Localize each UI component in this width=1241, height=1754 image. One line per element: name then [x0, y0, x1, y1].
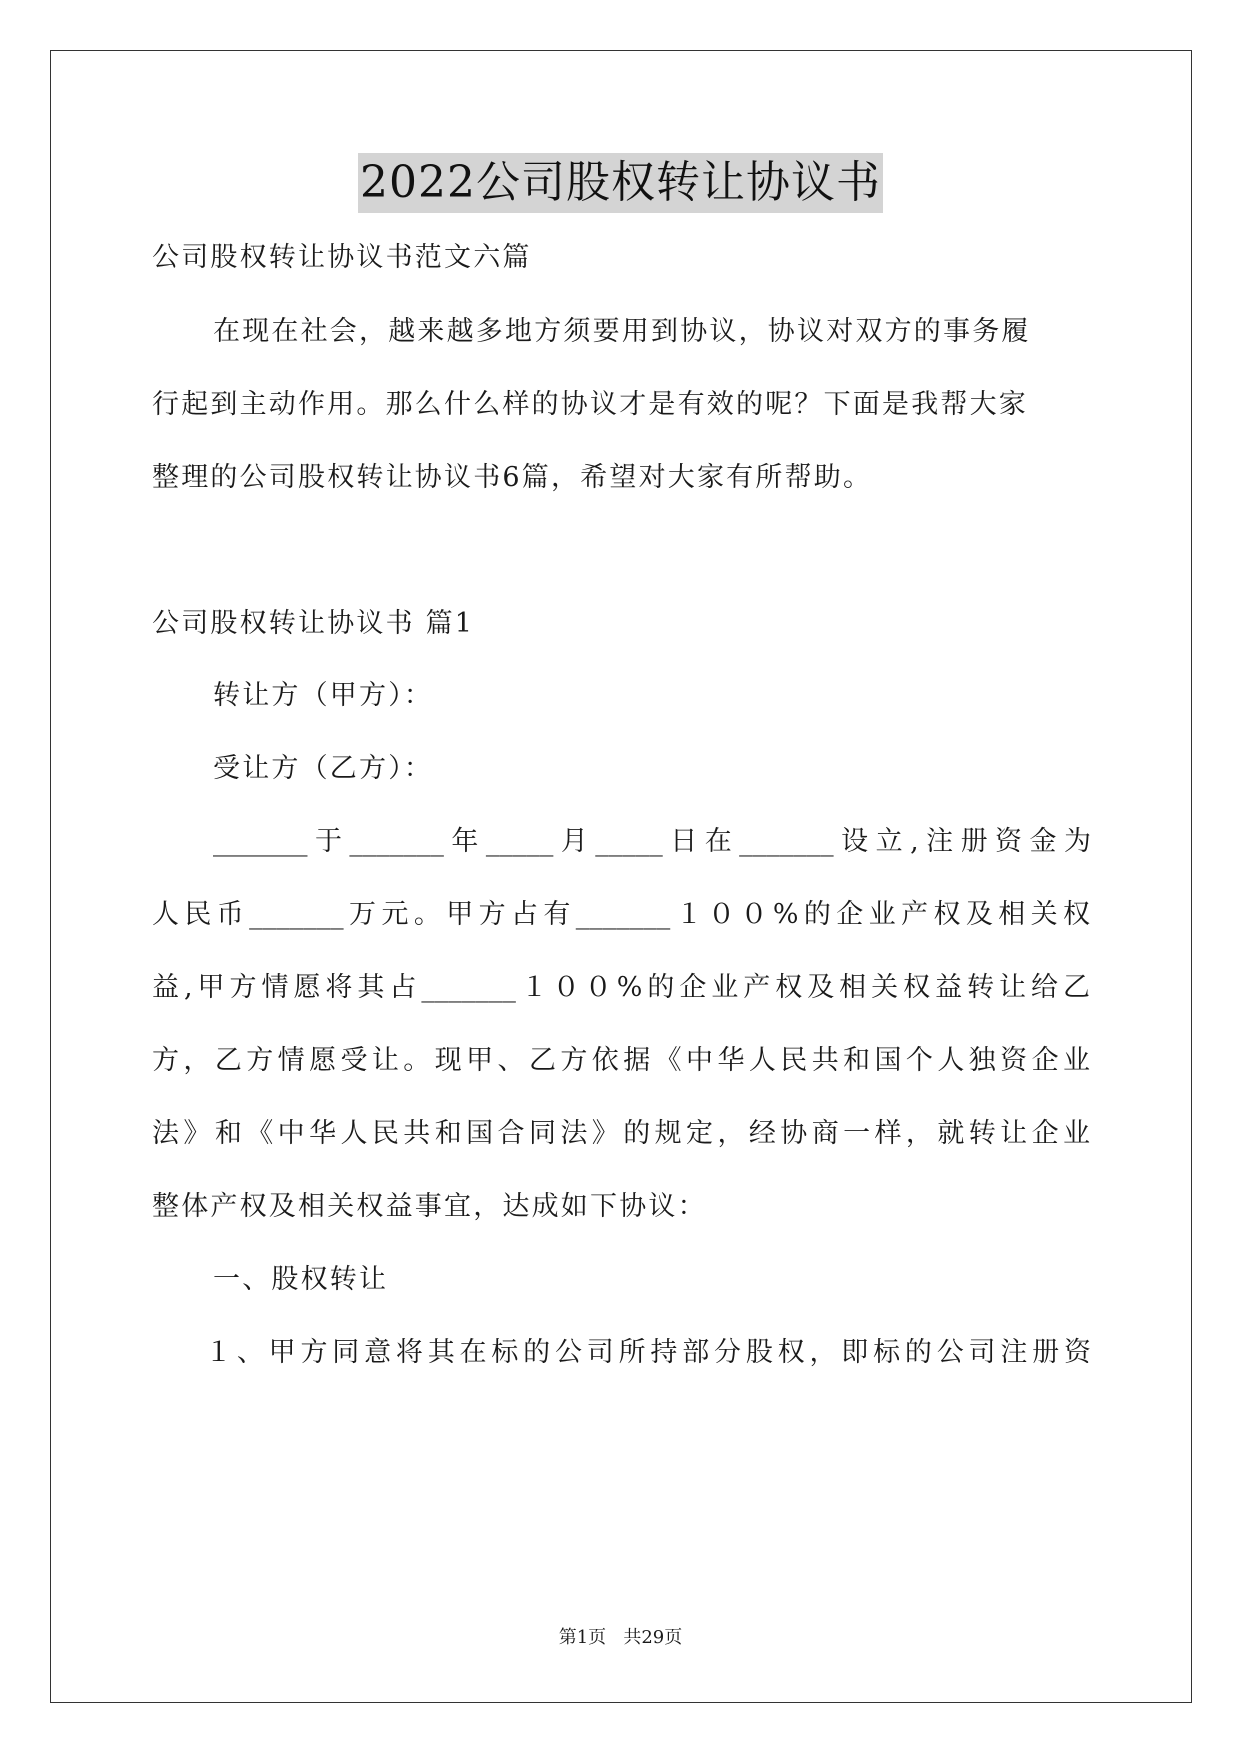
body-line-4: 方，乙方情愿受让。现甲、乙方依据《中华人民共和国个人独资企业 [152, 1045, 1090, 1076]
document-title: 2022公司股权转让协议书 [358, 153, 883, 213]
body-line-2: 人民币_______万元。甲方占有_______１００%的企业产权及相关权 [152, 899, 1090, 930]
body-line-6: 整体产权及相关权益事宜，达成如下协议： [152, 1191, 707, 1222]
page-footer: 第1页 共29页 [558, 1627, 683, 1648]
intro-line-3: 整理的公司股权转让协议书6篇，希望对大家有所帮助。 [152, 462, 873, 493]
document-subtitle: 公司股权转让协议书范文六篇 [152, 242, 532, 273]
title-container [0, 153, 1241, 213]
body-line-3: 益,甲方情愿将其占_______１００%的企业产权及相关权益转让给乙 [152, 972, 1090, 1003]
page-border [50, 50, 1192, 1703]
body-line-5: 法》和《中华人民共和国合同法》的规定，经协商一样，就转让企业 [152, 1118, 1090, 1149]
party-b-label: 受让方（乙方）： [213, 753, 434, 784]
clause-1-line: １、甲方同意将其在标的公司所持部分股权，即标的公司注册资 [205, 1337, 1091, 1368]
intro-line-2: 行起到主动作用。那么什么样的协议才是有效的呢？下面是我帮大家 [152, 389, 1028, 420]
intro-line-1: 在现在社会，越来越多地方须要用到协议，协议对双方的事务履 [213, 316, 1031, 347]
body-line-1: _______于_______年_____月_____日在_______设立,注册资金为 [213, 826, 1091, 857]
section-heading: 公司股权转让协议书 篇1 [152, 608, 475, 639]
party-a-label: 转让方（甲方）： [213, 680, 434, 711]
clause-heading: 一、股权转让 [213, 1264, 389, 1295]
